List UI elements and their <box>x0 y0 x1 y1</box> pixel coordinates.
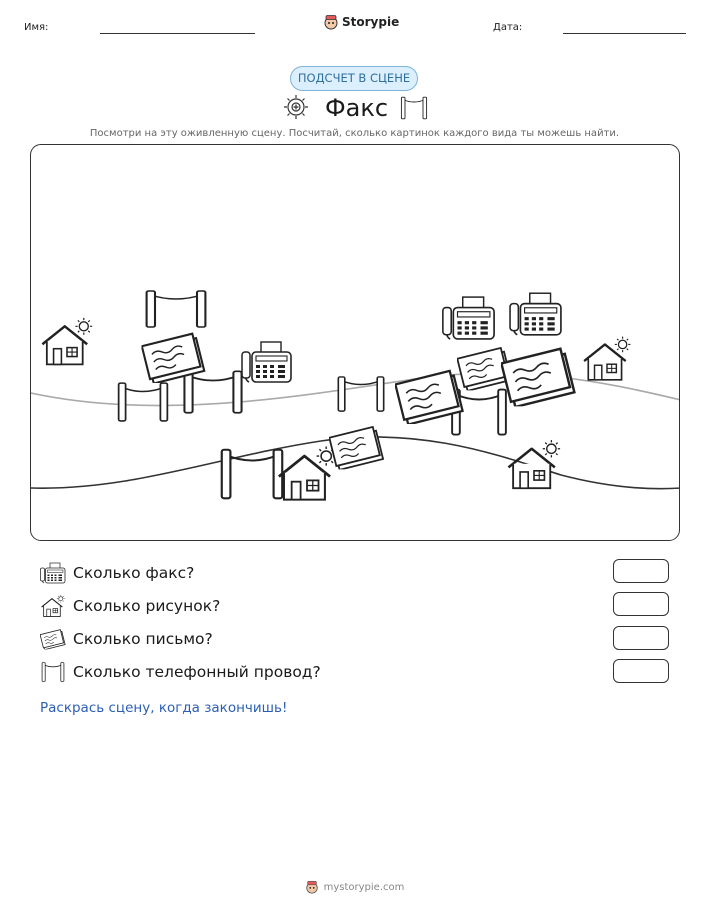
instructions: Посмотри на эту оживленную сцену. Посчитай, сколько картинок каждого вида ты можешь найти. <box>89 128 620 139</box>
question-text: Сколько факс? <box>73 564 195 582</box>
storypie-mascot-icon <box>323 14 339 30</box>
telephone-wire-icon <box>222 450 282 499</box>
counting-scene <box>30 144 680 541</box>
house-icon <box>279 446 336 499</box>
date-label: Дата: <box>493 22 523 33</box>
telephone-wire-icon <box>147 291 206 327</box>
answer-box[interactable] <box>613 626 669 650</box>
footer-site[interactable]: mystorypie.com <box>323 881 405 893</box>
coloring-note: Раскрась сцену, когда закончишь! <box>40 700 288 716</box>
question-row <box>40 659 321 685</box>
telephone-wire-icon <box>184 371 241 412</box>
letter-icon <box>329 426 383 470</box>
gear-icon <box>282 93 310 121</box>
question-text: Сколько телефонный провод? <box>73 663 321 681</box>
activity-badge: ПОДСЧЕТ В СЦЕНЕ <box>290 66 418 91</box>
letter-icon <box>142 333 204 384</box>
house-icon <box>584 337 630 380</box>
letter-icon <box>501 348 574 408</box>
question-row <box>40 626 213 652</box>
question-row <box>40 593 220 619</box>
telephone-wire-icon <box>399 96 429 120</box>
name-field[interactable] <box>100 33 255 34</box>
fax-icon <box>40 561 66 585</box>
answer-box[interactable] <box>613 592 669 616</box>
brand-name: Storypie <box>342 15 400 29</box>
storypie-mascot-icon <box>305 880 319 894</box>
telephone-wire-icon <box>40 660 66 684</box>
storypie-logo <box>323 14 399 30</box>
date-field[interactable] <box>563 33 686 34</box>
answer-box[interactable] <box>613 559 669 583</box>
fax-icon <box>510 293 561 335</box>
telephone-wire-icon <box>338 377 383 411</box>
house-icon <box>40 594 66 618</box>
answer-box[interactable] <box>613 659 669 683</box>
letter-icon <box>40 627 66 651</box>
name-label: Имя: <box>24 22 49 33</box>
fax-icon <box>443 297 494 339</box>
question-text: Сколько рисунок? <box>73 597 221 615</box>
question-text: Сколько письмо? <box>73 630 213 648</box>
page-title: Факс <box>325 94 389 122</box>
house-icon <box>508 440 560 488</box>
house-icon <box>42 318 92 364</box>
footer <box>0 880 709 894</box>
fax-icon <box>242 342 291 382</box>
question-row <box>40 560 194 586</box>
telephone-wire-icon <box>119 383 168 421</box>
